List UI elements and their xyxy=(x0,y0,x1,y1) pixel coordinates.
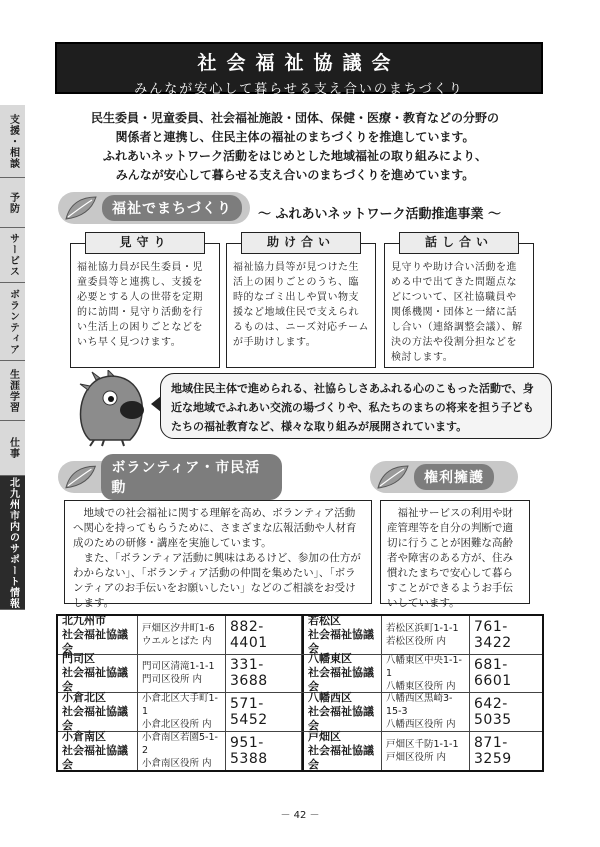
side-tab[interactable] xyxy=(0,228,25,283)
org-address-line: 小倉南区若園5-1-2 xyxy=(142,732,218,757)
org-phone: 331-3688 xyxy=(226,655,302,693)
side-tab-label: 生涯学習 xyxy=(7,368,19,413)
page-title: 社会福祉協議会 xyxy=(197,52,401,74)
org-address xyxy=(382,616,470,654)
org-name xyxy=(58,613,138,655)
page-header xyxy=(55,42,543,97)
welfare-subtitle: ～ ふれあいネットワーク活動推進事業 ～ xyxy=(258,207,502,222)
org-address xyxy=(382,693,470,731)
side-tab[interactable] xyxy=(0,283,25,361)
intro-line: 関係者と連携し、住民主体の福祉のまちづくりを推進しています。 xyxy=(115,130,475,144)
side-tab[interactable] xyxy=(0,421,25,476)
org-address-line: 戸畑区役所 内 xyxy=(386,751,447,763)
page-subtitle: みんなが安心して暮らせる支え合いのまちづくり xyxy=(134,82,464,97)
org-name-line: 社会福祉協議会 xyxy=(62,666,128,694)
org-name-line: 社会福祉協議会 xyxy=(308,666,374,694)
org-name-line: 北九州市 xyxy=(62,613,106,627)
box-tasukeai xyxy=(226,232,376,368)
org-name xyxy=(302,613,382,655)
table-row xyxy=(58,613,542,655)
org-address xyxy=(382,732,470,771)
volunteer-text xyxy=(64,500,372,609)
org-address-line: 若松区役所 内 xyxy=(386,635,447,647)
volunteer-banner-label: ボランティア・市民活動 xyxy=(101,454,282,500)
org-phone: 951-5388 xyxy=(226,732,302,771)
org-address-line: ウエルとばた 内 xyxy=(142,635,212,647)
org-name-line: 門司区 xyxy=(62,652,95,666)
intro-text xyxy=(60,109,530,185)
org-address-line: 戸畑区千防1-1-1 xyxy=(386,738,459,750)
intro-line: ふれあいネットワーク活動をはじめとした地域福祉の取り組みにより、 xyxy=(102,149,487,163)
org-name-line: 若松区 xyxy=(308,613,341,627)
org-address xyxy=(138,693,226,731)
intro-line: 民生委員・児童委員、社会福祉施設・団体、保健・医療・教育などの分野の xyxy=(90,111,499,125)
box-body: 福祉協力員が民生委員・児童委員等と連携し、支援を必要とする人の世帯を定期的に訪問・見守り活動を行い生活上の困りごとなどをいち早く見つけます。 xyxy=(70,243,220,368)
org-name-line: 社会福祉協議会 xyxy=(308,743,374,771)
side-tab-label: サービス xyxy=(7,233,19,277)
table-row xyxy=(58,652,542,694)
org-name xyxy=(302,652,382,694)
side-tab-label: 仕事 xyxy=(7,437,19,459)
org-name-line: 小倉南区 xyxy=(62,729,106,743)
org-name xyxy=(302,729,382,771)
table-row xyxy=(58,729,542,771)
leaf-icon xyxy=(64,464,97,490)
org-name-line: 社会福祉協議会 xyxy=(308,627,374,655)
side-tab-label: 予防 xyxy=(7,191,19,214)
speech-bubble: 地域住民主体で進められる、社協らしさあふれる心のこもった活動で、身近な地域でふれあい交流の場づくりや、私たちのまちの将来を担う子どもたちの福祉教育など、様々な取り組みが展開されています。 xyxy=(160,373,552,439)
org-name xyxy=(58,729,138,771)
org-address xyxy=(138,732,226,771)
volunteer-paragraph: 地域での社会福祉に関する理解を高め、ボランティア活動へ関心を持ってもらうために、さまざまな広報活動や人材育成のための研修・講座を実施しています。 xyxy=(73,507,357,549)
org-phone: 681-6601 xyxy=(474,657,512,690)
org-address-line: 小倉北区役所 内 xyxy=(142,719,212,731)
org-name-line: 八幡東区 xyxy=(308,652,352,666)
org-address-line: 八幡西区黒崎3-15-3 xyxy=(386,693,453,718)
side-tab[interactable] xyxy=(0,476,25,610)
org-name xyxy=(302,690,382,732)
org-address-line: 八幡東区役所 内 xyxy=(386,680,456,692)
org-name xyxy=(58,652,138,694)
box-body: 見守りや助け合い活動を進める中で出てきた問題点などについて、区社協職員や関係機関・団体と一緒に話し合い（連絡調整会議）、解決の方法や役割分担などを検討します。 xyxy=(384,243,534,368)
leaf-icon xyxy=(376,464,410,490)
org-name-line: 戸畑区 xyxy=(308,729,341,743)
welfare-banner-label: 福祉でまちづくり xyxy=(102,195,242,221)
rights-text xyxy=(380,500,530,609)
org-address-line: 八幡東区中央1-1-1 xyxy=(386,654,462,679)
rights-paragraph: 福祉サービスの利用や財産管理等を自分の判断で適切に行うことが困難な高齢者や障害のある方が、住み慣れたまちで安心して暮らすことができるようお手伝いしています。 xyxy=(387,507,513,609)
leaf-icon xyxy=(64,195,98,221)
side-tab-label: 北九州市内のサポート情報 xyxy=(7,476,19,609)
org-address-line: 小倉南区役所 内 xyxy=(142,758,212,770)
side-tab[interactable] xyxy=(0,105,25,178)
org-name-line: 社会福祉協議会 xyxy=(62,704,128,732)
org-phone: 871-3259 xyxy=(474,734,512,767)
box-title: 話し合い xyxy=(399,232,519,254)
org-name-line: 社会福祉協議会 xyxy=(62,627,128,655)
org-address-line: 門司区清滝1-1-1 xyxy=(142,661,215,673)
rights-banner-label: 権利擁護 xyxy=(414,464,494,490)
volunteer-paragraph: また、「ボランティア活動に興味はあるけど、参加の仕方がわからない」、「ボランティア活動の仲間を集めたい」、「ボランティアのお手伝いをお願いしたい」などのご相談をお受けします。 xyxy=(73,552,361,609)
intro-line: みんなが安心して暮らせる支え合いのまちづくりを進めています。 xyxy=(115,168,475,182)
box-hanashiai xyxy=(384,232,534,368)
side-tab[interactable] xyxy=(0,361,25,421)
mascot-illustration xyxy=(70,370,160,448)
org-address-line: 八幡西区役所 内 xyxy=(386,719,456,731)
org-name-line: 小倉北区 xyxy=(62,690,106,704)
org-address xyxy=(138,655,226,693)
org-phone: 882-4401 xyxy=(226,616,302,654)
org-address xyxy=(138,616,226,654)
side-tab[interactable] xyxy=(0,178,25,228)
box-body: 福祉協力員等が見つけた生活上の困りごとのうち、臨時的なゴミ出しや買い物支援など地域住民で支えられるものは、ニーズ対応チームが手助けします。 xyxy=(226,243,376,368)
org-address-line: 門司区役所 内 xyxy=(142,674,203,686)
welfare-banner xyxy=(58,192,250,224)
side-tab-label: ボランティア xyxy=(7,288,19,355)
org-phone: 642-5035 xyxy=(474,695,512,728)
org-phone: 571-5452 xyxy=(226,693,302,731)
contact-table xyxy=(56,614,544,772)
box-mimamori xyxy=(70,232,220,368)
box-title: 見守り xyxy=(85,232,205,254)
side-tab-label: 支援・相談 xyxy=(7,113,19,169)
org-address-line: 戸畑区汐井町1-6 xyxy=(142,622,215,634)
org-address-line: 若松区浜町1-1-1 xyxy=(386,622,459,634)
page-number: － 42 － xyxy=(280,810,320,821)
box-title: 助け合い xyxy=(241,232,361,254)
volunteer-banner xyxy=(58,460,282,496)
org-address-line: 小倉北区大手町1-1 xyxy=(142,693,218,718)
org-name-line: 社会福祉協議会 xyxy=(62,743,128,771)
table-row xyxy=(58,690,542,732)
org-name xyxy=(58,690,138,732)
org-address xyxy=(382,655,470,693)
org-phone: 761-3422 xyxy=(474,618,512,651)
side-tabs xyxy=(0,105,25,610)
rights-banner xyxy=(370,461,518,493)
org-name-line: 八幡西区 xyxy=(308,690,352,704)
org-name-line: 社会福祉協議会 xyxy=(308,704,374,732)
